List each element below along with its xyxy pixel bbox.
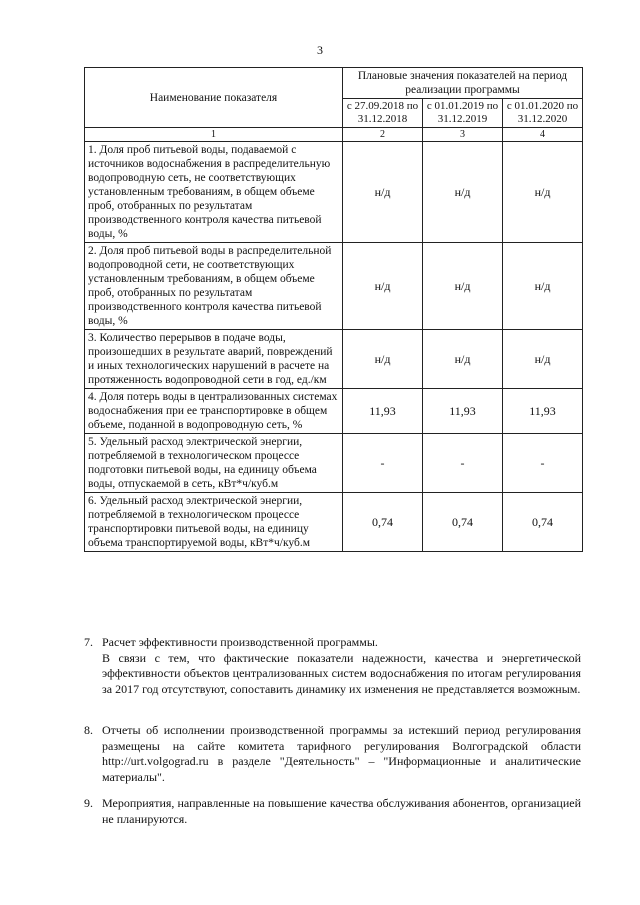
indicator-name: 4. Доля потерь воды в централизованных системах водоснабжения при ее транспортировке в общем объеме, поданной в водопроводную сеть, % — [85, 389, 343, 434]
indicator-name: 2. Доля проб питьевой воды в распределительной водопроводной сети, не соответствующих установленным требованиям, в общем объеме проб, отобранных по результатам производственного контроля качества питьевой воды, % — [85, 243, 343, 330]
indicator-value: н/д — [343, 142, 423, 243]
table-row — [85, 142, 583, 243]
indicator-value: н/д — [503, 330, 583, 389]
indicators-table — [84, 67, 583, 552]
indicator-value: н/д — [343, 243, 423, 330]
note-item — [84, 635, 581, 697]
column-number: 2 — [343, 128, 423, 142]
indicator-value: н/д — [423, 142, 503, 243]
note-title: Расчет эффективности производственной программы. — [102, 635, 378, 649]
note-number: 9. — [84, 796, 93, 810]
indicator-value: - — [503, 434, 583, 493]
indicator-value: 0,74 — [423, 493, 503, 552]
indicator-name: 1. Доля проб питьевой воды, подаваемой с источников водоснабжения в распределительную водопроводную сеть, не соответствующих установленным требованиям, в общем объеме проб, отобранных по результатам производственного контроля качества питьевой воды, % — [85, 142, 343, 243]
table-row — [85, 330, 583, 389]
note-text: Мероприятия, направленные на повышение качества обслуживания абонентов, организацией не планируются. — [102, 796, 581, 826]
header-period-2020: с 01.01.2020 по 31.12.2020 — [503, 99, 583, 128]
indicator-value: н/д — [343, 330, 423, 389]
table-row — [85, 493, 583, 552]
note-text: Отчеты об исполнении производственной программы за истекший период регулирования размещены на сайте комитета тарифного регулирования Волгоградской области http://urt.volgograd.ru в разделе "Деятельность" – "Информационные и аналитические материалы". — [102, 723, 581, 784]
indicator-value: 11,93 — [423, 389, 503, 434]
indicator-value: - — [423, 434, 503, 493]
table-row — [85, 243, 583, 330]
indicator-value: 11,93 — [343, 389, 423, 434]
header-period-2018: с 27.09.2018 по 31.12.2018 — [343, 99, 423, 128]
indicator-name: 5. Удельный расход электрической энергии, потребляемой в технологическом процессе подготовки питьевой воды, на единицу объема воды, отпускаемой в сеть, кВт*ч/куб.м — [85, 434, 343, 493]
note-text: В связи с тем, что фактические показатели надежности, качества и энергетической эффективности объектов централизованных систем водоснабжения по итогам регулирования за 2017 год отсутствуют, сопоставить динамику их изменения не представляется возможным. — [102, 650, 581, 696]
page-number: 3 — [317, 43, 323, 57]
note-item — [84, 723, 581, 785]
indicator-value: н/д — [503, 142, 583, 243]
header-planned-values: Плановые значения показателей на период реализации программы — [343, 68, 583, 99]
indicator-value: 0,74 — [343, 493, 423, 552]
indicator-name: 3. Количество перерывов в подаче воды, произошедших в результате аварий, повреждений и иных технологических нарушений в расчете на протяженность водопроводной сети в год, ед./км — [85, 330, 343, 389]
column-number: 3 — [423, 128, 503, 142]
indicator-value: н/д — [423, 330, 503, 389]
table-row — [85, 434, 583, 493]
note-number: 8. — [84, 723, 93, 737]
indicator-name: 6. Удельный расход электрической энергии, потребляемой в технологическом процессе транспортировки питьевой воды, на единицу объема транспортируемой воды, кВт*ч/куб.м — [85, 493, 343, 552]
indicator-value: 11,93 — [503, 389, 583, 434]
header-indicator-name: Наименование показателя — [85, 68, 343, 128]
indicator-value: 0,74 — [503, 493, 583, 552]
header-period-2019: с 01.01.2019 по 31.12.2019 — [423, 99, 503, 128]
indicator-value: н/д — [423, 243, 503, 330]
table-row — [85, 389, 583, 434]
column-number: 1 — [85, 128, 343, 142]
column-number: 4 — [503, 128, 583, 142]
note-item — [84, 796, 581, 827]
note-number: 7. — [84, 635, 93, 649]
indicator-value: н/д — [503, 243, 583, 330]
indicator-value: - — [343, 434, 423, 493]
